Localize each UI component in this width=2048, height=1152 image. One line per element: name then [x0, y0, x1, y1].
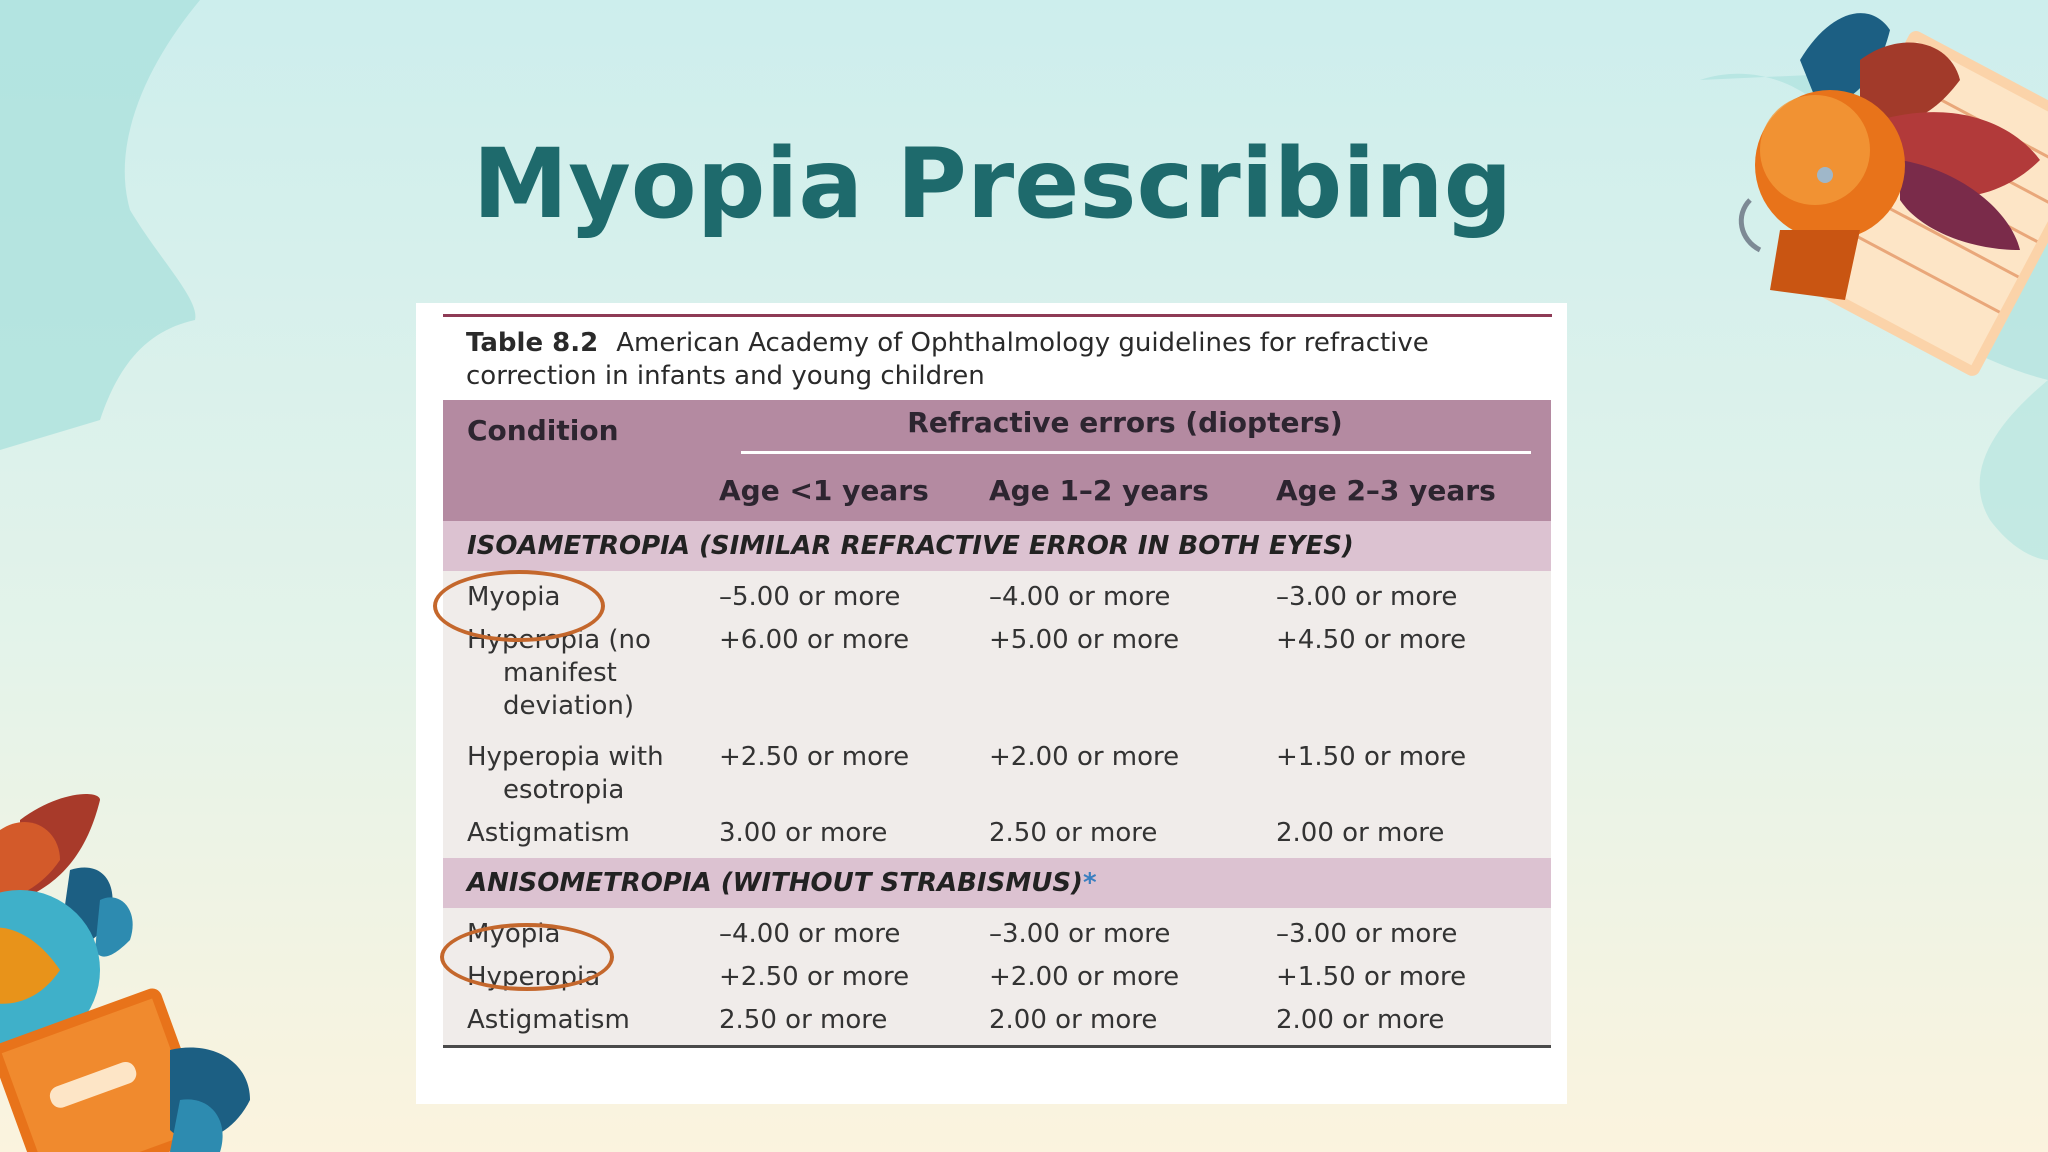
table-row	[443, 908, 1551, 951]
highlight-circle-anisometropia-myopia	[440, 923, 614, 991]
row-value: 2.00 or more	[1276, 807, 1551, 858]
condition-text: Hyperopia with	[467, 742, 664, 772]
condition-text-cont: esotropia	[503, 775, 625, 805]
condition-text: Myopia	[467, 582, 561, 612]
table-header-row	[443, 400, 1551, 460]
row-value: –3.00 or more	[1276, 908, 1551, 951]
row-value: 2.00 or more	[989, 994, 1276, 1047]
row-value: –5.00 or more	[719, 571, 989, 614]
table-card	[416, 303, 1567, 1104]
footnote-asterisk: *	[1082, 868, 1097, 898]
row-value: 2.50 or more	[719, 994, 989, 1047]
row-value: 2.50 or more	[989, 807, 1276, 858]
page-title: Myopia Prescribing	[472, 128, 1513, 240]
header-blank	[443, 460, 719, 521]
section-isoametropia	[443, 521, 1551, 571]
table-top-rule	[443, 314, 1552, 317]
header-group-label: Refractive errors (diopters)	[907, 406, 1343, 439]
condition-text: Hyperopia	[467, 962, 601, 992]
row-condition	[443, 994, 719, 1047]
header-age-1-2: Age 1–2 years	[989, 474, 1209, 507]
table-row	[443, 994, 1551, 1047]
row-value: +2.50 or more	[719, 723, 989, 807]
row-value: +2.50 or more	[719, 951, 989, 994]
table-caption-text: American Academy of Ophthalmology guidelines for refractive correction in infants and young children	[466, 328, 1429, 391]
condition-text: Hyperopia (no	[467, 625, 651, 655]
section-anisometropia-label	[443, 858, 1551, 908]
row-value: –4.00 or more	[989, 571, 1276, 614]
condition-text: Astigmatism	[467, 1005, 630, 1035]
table-caption	[466, 327, 1526, 393]
highlight-circle-isoametropia-myopia	[433, 570, 605, 642]
section-isoametropia-label: ISOAMETROPIA (SIMILAR REFRACTIVE ERROR IN BOTH EYES)	[443, 521, 1551, 571]
row-value: 3.00 or more	[719, 807, 989, 858]
condition-text-cont: deviation)	[503, 691, 634, 721]
row-value: –3.00 or more	[989, 908, 1276, 951]
row-value: +2.00 or more	[989, 951, 1276, 994]
row-value: –3.00 or more	[1276, 571, 1551, 614]
table-row	[443, 723, 1551, 807]
table-row	[443, 614, 1551, 723]
header-age-2-3: Age 2–3 years	[1276, 474, 1496, 507]
row-value: 2.00 or more	[1276, 994, 1551, 1047]
row-value: +4.50 or more	[1276, 614, 1551, 723]
table-row	[443, 807, 1551, 858]
condition-text-cont: manifest	[503, 658, 617, 688]
condition-text: Astigmatism	[467, 818, 630, 848]
row-value: –4.00 or more	[719, 908, 989, 951]
header-age-under-1: Age <1 years	[719, 474, 929, 507]
header-refractive-errors	[719, 400, 1551, 460]
table-subheader-row	[443, 460, 1551, 521]
row-value: +6.00 or more	[719, 614, 989, 723]
row-value: +1.50 or more	[1276, 723, 1551, 807]
header-condition: Condition	[467, 413, 619, 447]
section-anisometropia-text: ANISOMETROPIA (WITHOUT STRABISMUS)	[467, 868, 1083, 898]
row-value: +2.00 or more	[989, 723, 1276, 807]
table-caption-number: Table 8.2	[466, 328, 599, 358]
section-anisometropia	[443, 858, 1551, 908]
condition-text: Myopia	[467, 919, 561, 949]
row-value: +5.00 or more	[989, 614, 1276, 723]
row-value: +1.50 or more	[1276, 951, 1551, 994]
table-row	[443, 571, 1551, 614]
row-condition	[443, 807, 719, 858]
header-group-underline	[741, 451, 1531, 454]
row-condition	[443, 723, 719, 807]
